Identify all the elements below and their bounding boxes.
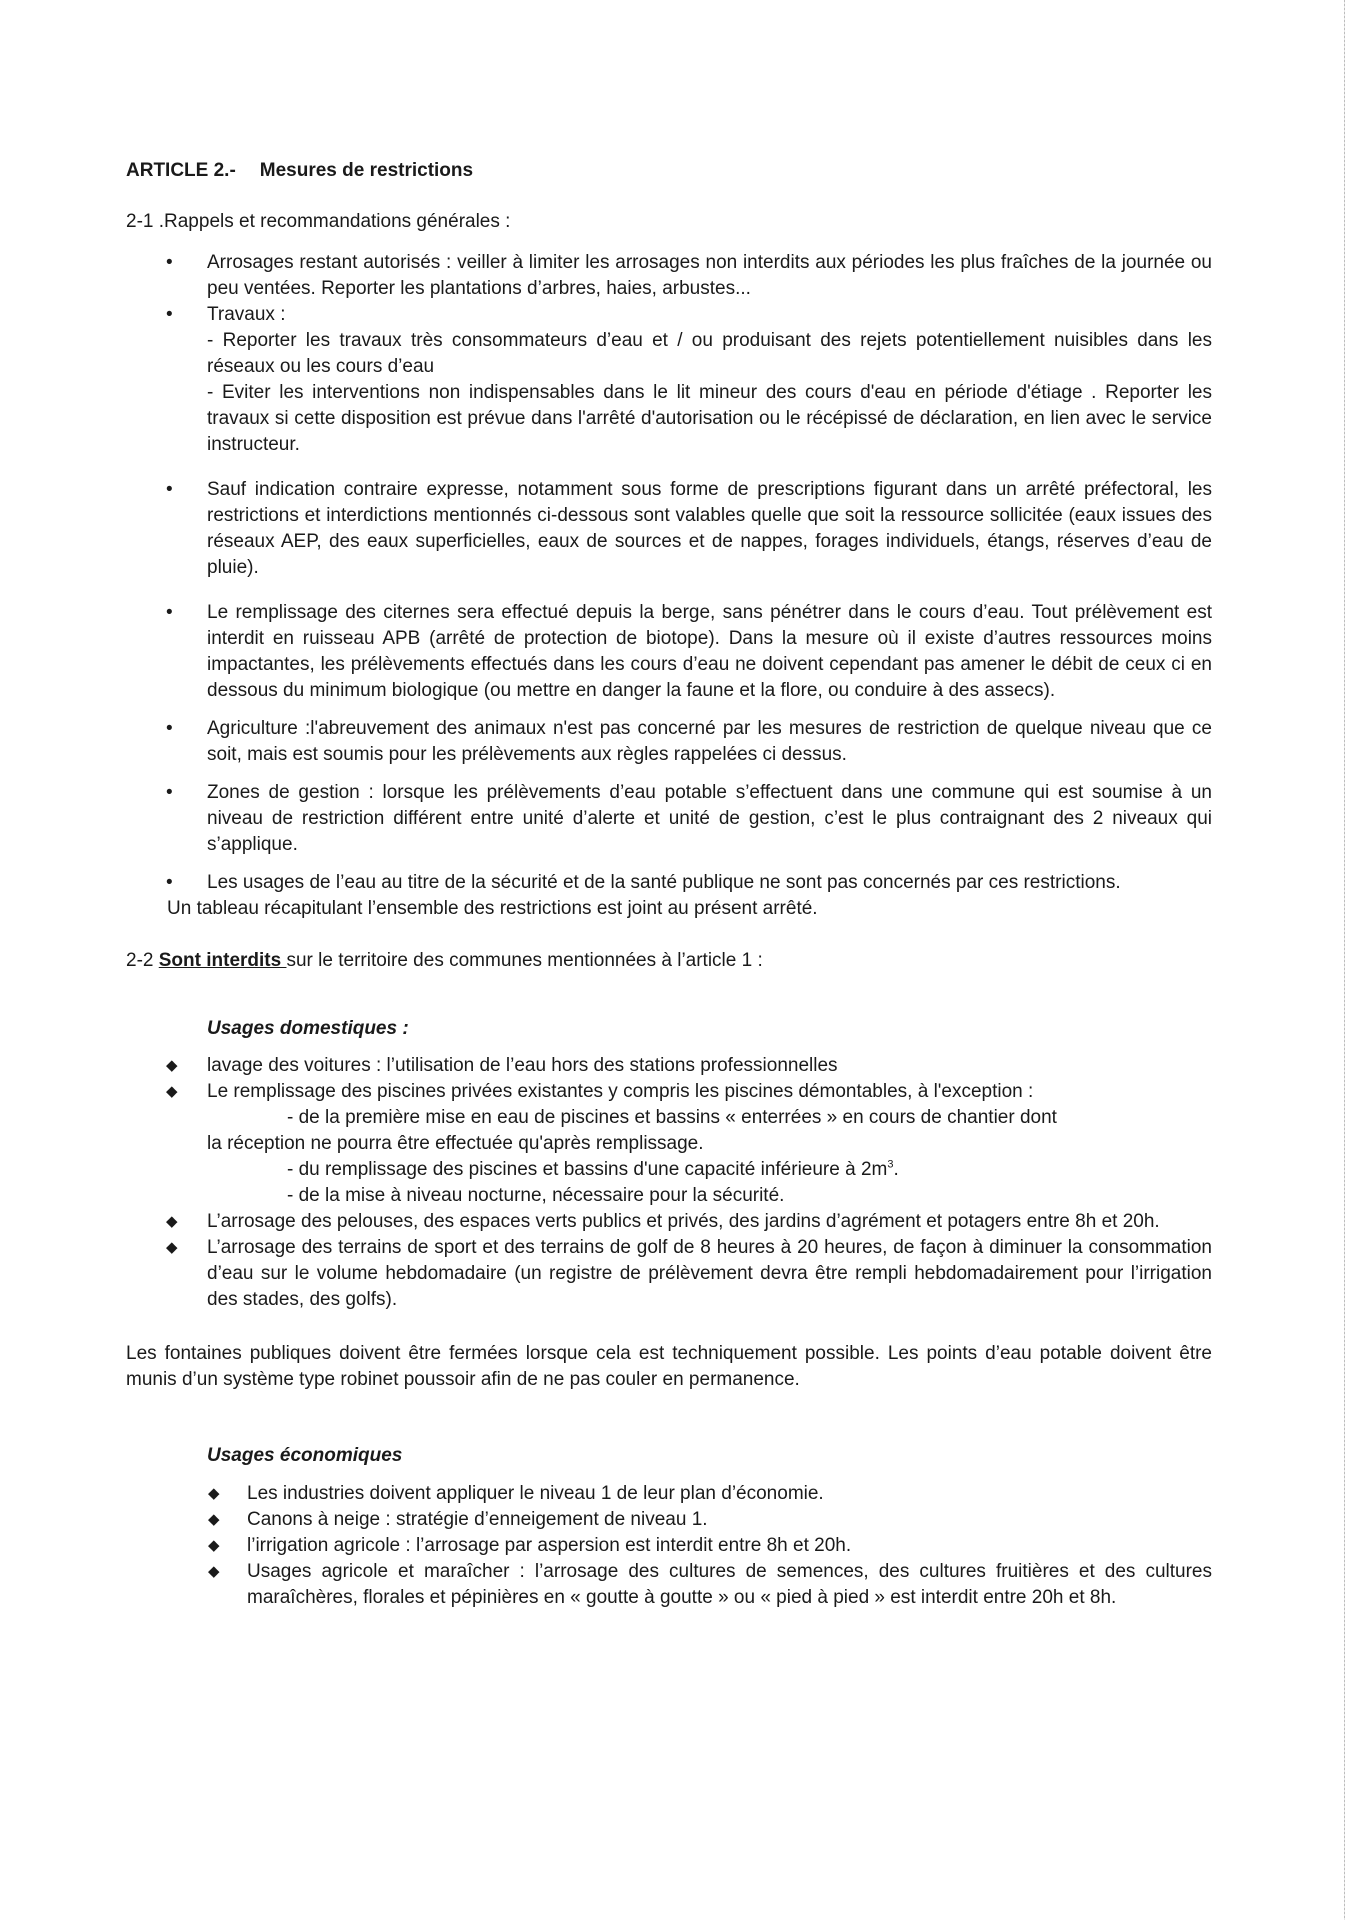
list-item-text: L’arrosage des pelouses, des espaces verts publics et privés, des jardins d’agrément et potagers entre 8h et 20h. [207, 1211, 1160, 1232]
list-item [126, 250, 1212, 302]
list-item [126, 1209, 1212, 1235]
list-item-text: L’arrosage des terrains de sport et des terrains de golf de 8 heures à 20 heures, de façon à diminuer la consommation d’eau sur le volume hebdomadaire (un registre de prélèvement devra être rempli hebdomadairement pour l’irrigation des stades, des golfs). [207, 1237, 1212, 1310]
exception-item: - de la première mise en eau de piscines et bassins « enterrées » en cours de chantier dont [287, 1107, 1057, 1128]
exception-item [207, 1157, 1212, 1183]
list-item [126, 1533, 1212, 1559]
sub-item: - Eviter les interventions non indispensables dans le lit mineur des cours d'eau en période d'étiage . Reporter les travaux si cette disposition est prévue dans l'arrêté d'autorisation ou le récépissé de déclaration, en lien avec le service instructeur. [207, 382, 1212, 455]
bullet-icon: • [166, 872, 173, 893]
bullet-icon: • [166, 304, 173, 325]
page-edge-line [1344, 0, 1345, 1920]
list-item-text: lavage des voitures : l’utilisation de l’eau hors des stations professionnelles [207, 1055, 838, 1076]
diamond-bullet-icon: ◆ [208, 1537, 220, 1554]
list-item [126, 780, 1212, 858]
domestic-usage-title: Usages domestiques : [207, 1018, 409, 1039]
bullet-icon: • [166, 252, 173, 273]
list-item [126, 600, 1212, 704]
list-item [126, 716, 1212, 768]
sont-interdits-emphasis: Sont interdits [158, 950, 287, 971]
list-item-text: Le remplissage des piscines privées existantes y compris les piscines démontables, à l'exception : [207, 1081, 1034, 1102]
list-item [126, 1559, 1212, 1611]
section-2-2-title [126, 948, 1212, 974]
list-item-text: Travaux : [207, 304, 286, 325]
summary-note: Un tableau récapitulant l’ensemble des restrictions est joint au présent arrêté. [167, 898, 818, 919]
diamond-bullet-icon: ◆ [208, 1563, 220, 1580]
fontaines-paragraph: Les fontaines publiques doivent être fermées lorsque cela est techniquement possible. Les points d’eau potable doivent être munis d’un système type robinet poussoir afin de ne pas couler en permanence. [126, 1343, 1212, 1390]
bullet-icon: • [166, 479, 173, 500]
diamond-bullet-icon: ◆ [208, 1511, 220, 1528]
section-2-1-title: 2-1 .Rappels et recommandations générales : [126, 211, 511, 232]
section-number: 2-2 [126, 950, 159, 971]
list-item-text: Les industries doivent appliquer le niveau 1 de leur plan d’économie. [247, 1483, 824, 1504]
list-item-text: Arrosages restant autorisés : veiller à limiter les arrosages non interdits aux périodes les plus fraîches de la journée ou peu ventées. Reporter les plantations d’arbres, haies, arbustes... [207, 252, 1212, 299]
domestic-usage-list [126, 1053, 1212, 1313]
diamond-bullet-icon: ◆ [166, 1057, 178, 1074]
bullet-icon: • [166, 718, 173, 739]
article-title: Mesures de restrictions [259, 160, 474, 181]
list-item [126, 1053, 1212, 1079]
exception-end: . [893, 1159, 899, 1180]
list-item [126, 1481, 1212, 1507]
article-number: ARTICLE 2.- [126, 160, 236, 181]
list-item [126, 1507, 1212, 1533]
diamond-bullet-icon: ◆ [166, 1213, 178, 1230]
list-item-text: Agriculture :l'abreuvement des animaux n'est pas concerné par les mesures de restriction de quelque niveau que ce soit, mais est soumis pour les prélèvements aux règles rappelées ci dessus. [207, 718, 1212, 765]
list-item-text: Sauf indication contraire expresse, notamment sous forme de prescriptions figurant dans un arrêté préfectoral, les restrictions et interdictions mentionnés ci-dessous sont valables quelle que soit la ressource sollicitée (eaux issues des réseaux AEP, des eaux superficielles, eaux de sources et de nappes, forages individuels, étangs, réserves d’eau de pluie). [207, 479, 1212, 578]
diamond-bullet-icon: ◆ [208, 1485, 220, 1502]
list-item-text: l’irrigation agricole : l’arrosage par aspersion est interdit entre 8h et 20h. [247, 1535, 852, 1556]
sub-item: - Reporter les travaux très consommateurs d’eau et / ou produisant des rejets potentiellement nuisibles dans les réseaux ou les cours d’eau [207, 330, 1212, 377]
article-heading [126, 158, 1212, 184]
list-item [126, 1235, 1212, 1313]
exception-item: - de la mise à niveau nocturne, nécessaire pour la sécurité. [287, 1185, 785, 1206]
bullet-icon: • [166, 602, 173, 623]
bullet-icon: • [166, 782, 173, 803]
list-item [126, 1079, 1212, 1209]
list-item-text: Canons à neige : stratégie d’enneigement de niveau 1. [247, 1509, 708, 1530]
diamond-bullet-icon: ◆ [166, 1239, 178, 1256]
exception-item-continued: la réception ne pourra être effectuée qu'après remplissage. [207, 1133, 704, 1154]
list-item [126, 870, 1212, 896]
superscript: 3 [887, 1158, 894, 1171]
list-item [126, 477, 1212, 581]
economic-usage-list [126, 1481, 1212, 1611]
general-recommendations-list [126, 250, 1212, 896]
exception-text: - du remplissage des piscines et bassins d'une capacité inférieure à 2m [287, 1159, 888, 1180]
list-item-text: Usages agricole et maraîcher : l’arrosage des cultures de semences, des cultures fruitières et des cultures maraîchères, florales et pépinières en « goutte à goutte » ou « pied à pied » est interdit entre 20h et 8h. [247, 1561, 1212, 1608]
document-body [126, 158, 1212, 1611]
economic-usage-title: Usages économiques [207, 1445, 403, 1466]
section-2-2-rest: sur le territoire des communes mentionnées à l’article 1 : [286, 950, 763, 971]
list-item [126, 302, 1212, 458]
list-item-text: Zones de gestion : lorsque les prélèvements d’eau potable s’effectuent dans une commune qui est soumise à un niveau de restriction différent entre unité d’alerte et unité de gestion, c’est le plus contraignant des 2 niveaux qui s’applique. [207, 782, 1212, 855]
list-item-text: Le remplissage des citernes sera effectué depuis la berge, sans pénétrer dans le cours d’eau. Tout prélèvement est interdit en ruisseau APB (arrêté de protection de biotope). Dans la mesure où il existe d’autres ressources moins impactantes, les prélèvements effectués dans les cours d’eau ne doivent cependant pas amener le débit de ceux ci en dessous du minimum biologique (ou mettre en danger la faune et la flore, ou conduire à des assecs). [207, 602, 1212, 701]
diamond-bullet-icon: ◆ [166, 1083, 178, 1100]
list-item-text: Les usages de l’eau au titre de la sécurité et de la santé publique ne sont pas concernés par ces restrictions. [207, 872, 1121, 893]
